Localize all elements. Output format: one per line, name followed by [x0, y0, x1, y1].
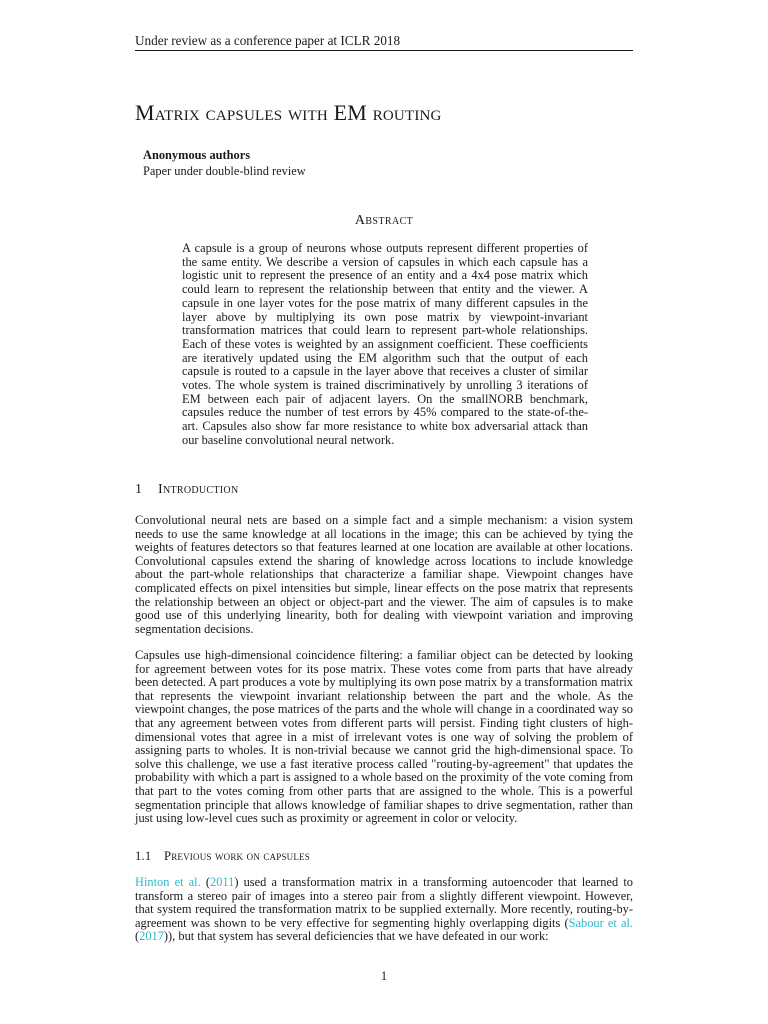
citation-year-link-hinton[interactable]: 2011 — [210, 875, 235, 889]
author-affiliation: Paper under double-blind review — [143, 163, 306, 178]
previous-work-paragraph — [135, 876, 633, 944]
text-fragment: ( — [135, 929, 140, 944]
subsection-number: 1.1 — [135, 849, 152, 863]
abstract-heading: Abstract — [354, 213, 414, 228]
subsection-heading-previous-work — [135, 848, 310, 864]
paper-title: Matrix capsules with EM routing — [135, 100, 442, 125]
text-fragment: )), but that system has several deficiencies that we have defeated in our work: — [163, 929, 549, 944]
section-heading-introduction — [135, 481, 238, 499]
header-rule — [135, 50, 633, 51]
running-head: Under review as a conference paper at ICLR 2018 — [135, 33, 401, 48]
citation-link-sabour[interactable]: Sabour et al. — [568, 915, 634, 930]
author-name: Anonymous authors — [143, 148, 251, 162]
subsection-title: Previous work on capsules — [164, 849, 310, 863]
intro-paragraph-2: Capsules use high-dimensional coincidence filtering: a familiar object can be detected by looking for agreement between votes for its pose matrix. These votes come from parts that have already been detected. A part produces a vote by multiplying its own pose matrix by a transformation matrix that represents the viewpoint invariant relationship between the part and the whole. As the viewpoint changes, the pose matrices of the parts and the whole will change in a coordinated way so that any agreement between votes from different parts will persist. Finding tight clusters of high-dimensional votes that agree in a mist of irrelevant votes is one way of solving the problem of assigning parts to wholes. It is non-trivial because we cannot grid the high-dimensional space. To solve this challenge, we use a fast iterative process called "routing-by-agreement" that updates the probability with which a part is assigned to a whole based on the proximity of the vote coming from that part to the votes coming from other parts that are assigned to the whole. This is a powerful segmentation principle that allows knowledge of familiar shapes to drive segmentation, rather than just using low-level cues such as proximity or agreement in color or velocity. — [135, 648, 633, 826]
page-number: 1 — [380, 969, 388, 983]
citation-year-link-sabour[interactable]: 2017 — [139, 929, 164, 944]
text-fragment: ) used a transformation matrix in a transforming autoencoder that learned to transform a stereo pair of images into a stereo pair from a slightly different viewpoint. However, that system required the transformation matrix to be supplied externally. More recently, routing-by-agreement was shown to be very effective for segmenting highly overlapping digits ( — [135, 875, 633, 930]
intro-paragraph-1: Convolutional neural nets are based on a simple fact and a simple mechanism: a vision system needs to use the same knowledge at all locations in the image; this can be achieved by tying the weights of features detectors so that features learned at one location are available at other locations. Convolutional capsules extend the sharing of knowledge across locations to include knowledge about the part-whole relationships that characterize a familiar shape. Viewpoint changes have complicated effects on pixel intensities but simple, linear effects on the pose matrix that represents the relationship between an object or object-part and the viewer. The aim of capsules is to make good use of this underlying linearity, both for dealing with viewpoint variation and improving segmentation decisions. — [135, 513, 633, 636]
author-block — [143, 148, 306, 179]
text-fragment: ( — [200, 875, 210, 889]
citation-link-hinton[interactable]: Hinton et al. — [135, 875, 201, 889]
section-title: Introduction — [158, 482, 239, 497]
abstract-text: A capsule is a group of neurons whose outputs represent different properties of the same entity. We describe a version of capsules in which each capsule has a logistic unit to represent the presence of an entity and a 4x4 pose matrix which could learn to represent the relationship between that entity and the viewer. A capsule in one layer votes for the pose matrix of many different capsules in the layer above by multiplying its own pose matrix by viewpoint-invariant transformation matrices that could learn to represent part-whole relationships. Each of these votes is weighted by an assignment coefficient. These coefficients are iteratively updated using the EM algorithm such that the output of each capsule is routed to a capsule in the layer above that receives a cluster of similar votes. The whole system is trained discriminatively by unrolling 3 iterations of EM between each pair of adjacent layers. On the smallNORB benchmark, capsules reduce the number of test errors by 45% compared to the state-of-the-art. Capsules also show far more resistance to white box adversarial attack than our baseline convolutional neural network. — [182, 241, 588, 447]
section-number: 1 — [135, 482, 143, 497]
